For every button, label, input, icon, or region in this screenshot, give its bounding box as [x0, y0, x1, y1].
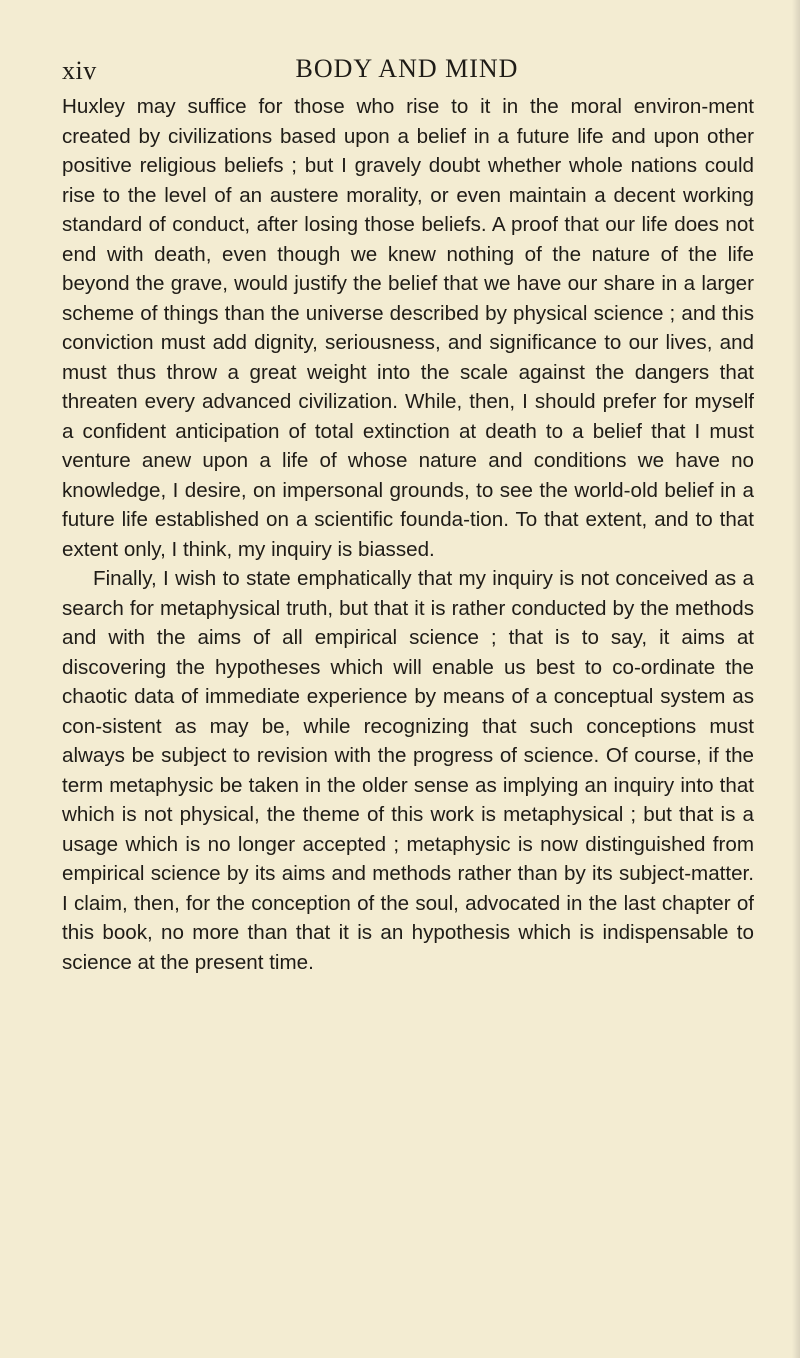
- body-text: [62, 92, 754, 977]
- page-header: [62, 54, 752, 94]
- running-title: BODY AND MIND: [295, 54, 519, 83]
- page-number: xiv: [62, 56, 97, 85]
- page-edge-shadow: [792, 0, 800, 1358]
- paragraph-continued: Huxley may suffice for those who rise to it in the moral environ-ment created by civilizations based upon a belief in a future life and upon other positive religious beliefs ; but I gravely doubt whether whole nations could rise to the level of an austere morality, or even maintain a decent working standard of conduct, after losing those beliefs. A proof that our life does not end with death, even though we knew nothing of the nature of the life beyond the grave, would justify the belief that we have our share in a larger scheme of things than the universe described by physical science ; and this conviction must add dignity, seriousness, and significance to our lives, and must thus throw a great weight into the scale against the dangers that threaten every advanced civilization. While, then, I should prefer for myself a confident anticipation of total extinction at death to a belief that I must venture anew upon a life of whose nature and conditions we have no knowledge, I desire, on impersonal grounds, to see the world-old belief in a future life established on a scientific founda-tion. To that extent, and to that extent only, I think, my inquiry is biassed.: [62, 95, 754, 561]
- paragraph-finally: Finally, I wish to state emphatically that my inquiry is not conceived as a search for metaphysical truth, but that it is rather conducted by the methods and with the aims of all empirical science ; that is to say, it aims at discovering the hypotheses which will enable us best to co-ordinate the chaotic data of immediate experience by means of a conceptual system as con-sistent as may be, while recognizing that such conceptions must always be subject to revision with the progress of science. Of course, if the term metaphysic be taken in the older sense as implying an inquiry into that which is not physical, the theme of this work is metaphysical ; but that is a usage which is no longer accepted ; metaphysic is now distinguished from empirical science by its aims and methods rather than by its subject-matter. I claim, then, for the conception of the soul, advocated in the last chapter of this book, no more than that it is an hypothesis which is indispensable to science at the present time.: [62, 567, 754, 974]
